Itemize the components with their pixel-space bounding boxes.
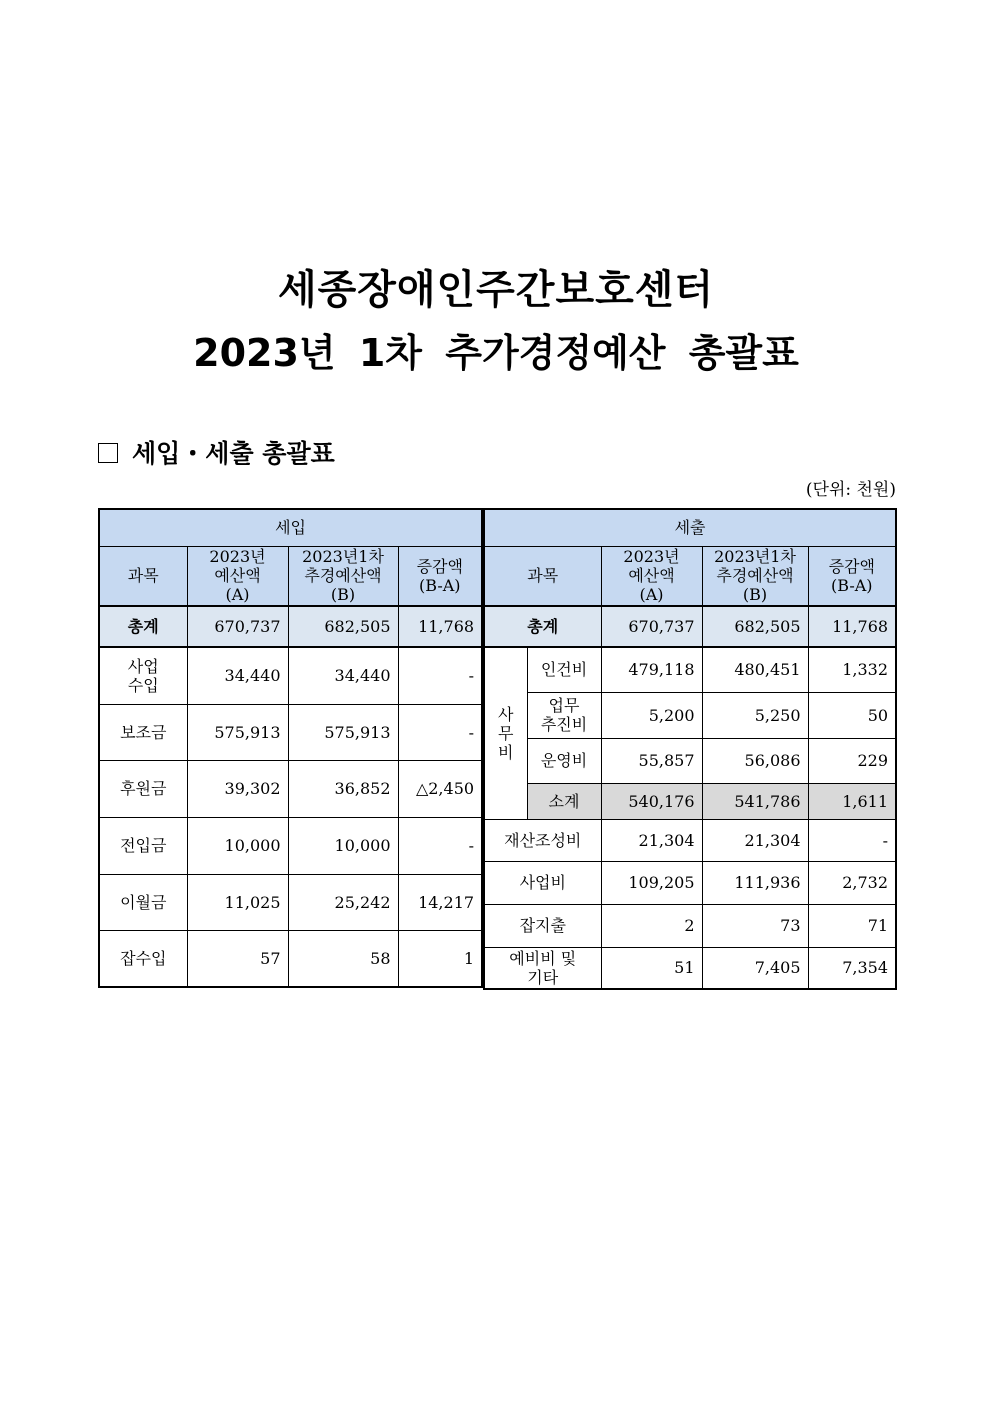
document-title: 세종장애인주간보호센터	[277, 267, 715, 313]
row-a: 55,857	[601, 738, 702, 783]
checkbox-square-icon	[98, 443, 118, 463]
row-diff: 50	[808, 692, 896, 738]
row-a: 57	[187, 930, 288, 987]
table-row	[99, 647, 482, 704]
row-label: 잡지출	[484, 904, 601, 947]
row-a: 11,025	[187, 874, 288, 930]
subtotal-b: 541,786	[702, 783, 808, 819]
table-row	[99, 930, 482, 987]
row-diff: 1,332	[808, 647, 896, 692]
office-group-label: 사 무 비	[484, 647, 527, 819]
col-budget-b: 2023년1차 추경예산액 (B)	[288, 546, 398, 606]
row-diff: -	[398, 817, 482, 874]
total-label: 총계	[484, 606, 601, 647]
col-diff: 증감액 (B-A)	[398, 546, 482, 606]
section-title: 세입・세출 총괄표	[132, 439, 335, 468]
total-b: 682,505	[288, 606, 398, 647]
row-label: 이월금	[99, 874, 187, 930]
row-a: 479,118	[601, 647, 702, 692]
row-label: 재산조성비	[484, 819, 601, 861]
row-b: 480,451	[702, 647, 808, 692]
row-a: 10,000	[187, 817, 288, 874]
section-heading	[98, 434, 335, 470]
row-a: 21,304	[601, 819, 702, 861]
row-b: 111,936	[702, 861, 808, 904]
row-a: 575,913	[187, 704, 288, 760]
row-b: 7,405	[702, 947, 808, 989]
row-label: 사업 수입	[99, 647, 187, 704]
row-b: 73	[702, 904, 808, 947]
row-diff: -	[398, 647, 482, 704]
row-diff: 14,217	[398, 874, 482, 930]
row-b: 21,304	[702, 819, 808, 861]
total-diff: 11,768	[398, 606, 482, 647]
row-diff: 229	[808, 738, 896, 783]
row-a: 39,302	[187, 760, 288, 817]
revenue-table	[98, 508, 483, 988]
subtotal-row	[484, 783, 896, 819]
row-label: 후원금	[99, 760, 187, 817]
unit-label: (단위: 천원)	[805, 480, 896, 500]
table-row	[484, 904, 896, 947]
total-diff: 11,768	[808, 606, 896, 647]
table-row	[484, 647, 896, 692]
table-row	[484, 738, 896, 783]
total-a: 670,737	[187, 606, 288, 647]
total-a: 670,737	[601, 606, 702, 647]
row-label: 예비비 및 기타	[484, 947, 601, 989]
row-b: 25,242	[288, 874, 398, 930]
row-a: 2	[601, 904, 702, 947]
row-b: 10,000	[288, 817, 398, 874]
row-label: 업무 추진비	[527, 692, 601, 738]
row-diff: -	[808, 819, 896, 861]
col-diff: 증감액 (B-A)	[808, 546, 896, 606]
table-row	[484, 861, 896, 904]
total-label: 총계	[99, 606, 187, 647]
row-diff: △2,450	[398, 760, 482, 817]
table-row	[99, 760, 482, 817]
row-b: 58	[288, 930, 398, 987]
row-diff: 1	[398, 930, 482, 987]
row-diff: -	[398, 704, 482, 760]
row-label: 전입금	[99, 817, 187, 874]
row-diff: 71	[808, 904, 896, 947]
subtotal-diff: 1,611	[808, 783, 896, 819]
table-row	[484, 819, 896, 861]
row-b: 56,086	[702, 738, 808, 783]
subtotal-label: 소계	[527, 783, 601, 819]
row-a: 51	[601, 947, 702, 989]
row-b: 575,913	[288, 704, 398, 760]
expenditure-table	[483, 508, 897, 990]
row-a: 5,200	[601, 692, 702, 738]
col-budget-a: 2023년 예산액 (A)	[187, 546, 288, 606]
total-row	[484, 606, 896, 647]
row-diff: 2,732	[808, 861, 896, 904]
row-label: 보조금	[99, 704, 187, 760]
row-label: 운영비	[527, 738, 601, 783]
row-a: 34,440	[187, 647, 288, 704]
row-label: 사업비	[484, 861, 601, 904]
col-budget-b: 2023년1차 추경예산액 (B)	[702, 546, 808, 606]
table-row	[99, 704, 482, 760]
col-subject: 과목	[99, 546, 187, 606]
expenditure-header: 세출	[484, 509, 896, 546]
row-b: 36,852	[288, 760, 398, 817]
row-diff: 7,354	[808, 947, 896, 989]
row-b: 34,440	[288, 647, 398, 704]
total-b: 682,505	[702, 606, 808, 647]
col-budget-a: 2023년 예산액 (A)	[601, 546, 702, 606]
subtotal-a: 540,176	[601, 783, 702, 819]
table-row	[99, 817, 482, 874]
row-label: 인건비	[527, 647, 601, 692]
row-a: 109,205	[601, 861, 702, 904]
table-row	[484, 692, 896, 738]
row-label: 잡수입	[99, 930, 187, 987]
total-row	[99, 606, 482, 647]
table-row	[99, 874, 482, 930]
row-b: 5,250	[702, 692, 808, 738]
table-row	[484, 947, 896, 989]
revenue-header: 세입	[99, 509, 482, 546]
document-subtitle: 2023년 1차 추가경정예산 총괄표	[193, 331, 799, 375]
col-subject: 과목	[484, 546, 601, 606]
